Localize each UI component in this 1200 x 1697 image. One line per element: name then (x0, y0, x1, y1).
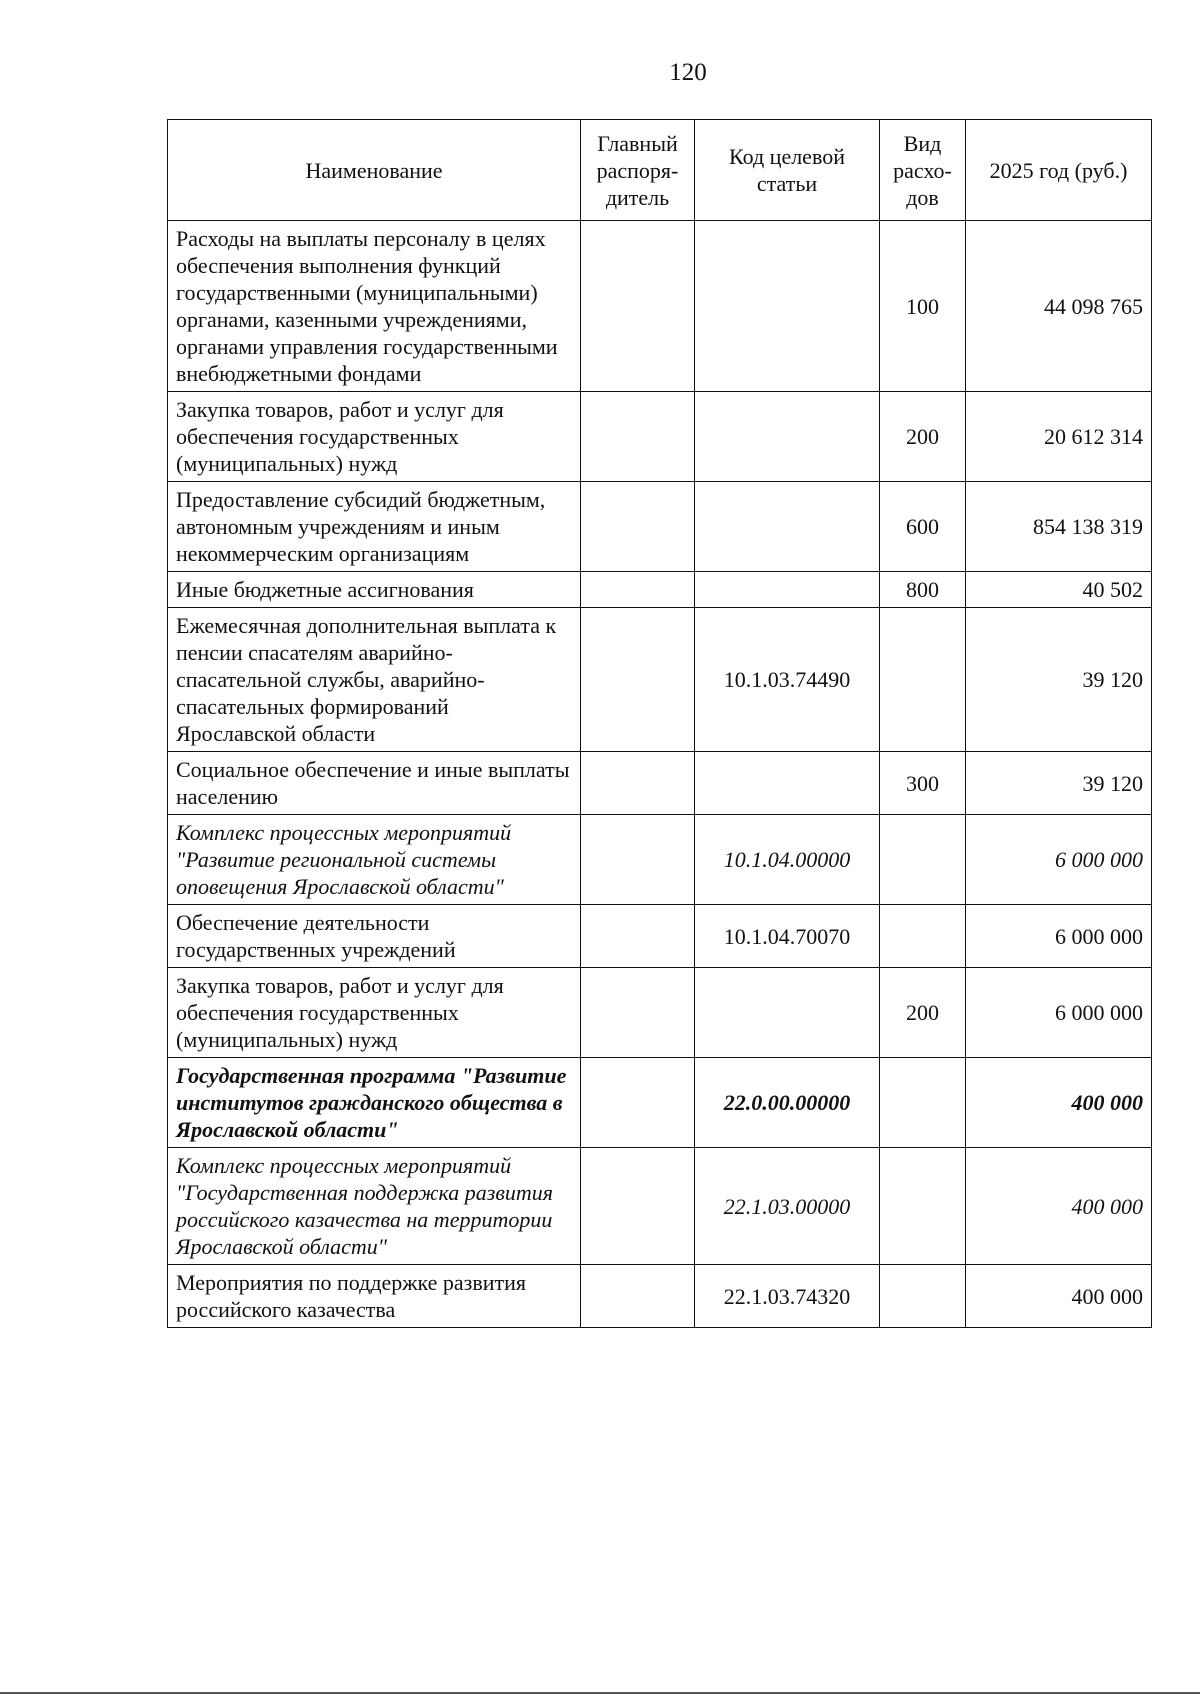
row-name: Комплекс процессных мероприятий "Государственная поддержка развития российского казачества на территории Ярославской области" (168, 1148, 581, 1265)
scan-edge-line (0, 1692, 1200, 1694)
row-kind: 100 (880, 221, 966, 392)
row-name: Предоставление субсидий бюджетным, автономным учреждениям и иным некоммерческим организациям (168, 482, 581, 572)
row-code (695, 572, 880, 608)
page-number: 120 (669, 59, 707, 86)
row-manager (581, 608, 695, 752)
row-kind (880, 1265, 966, 1328)
header-code: Код целевой статьи (695, 120, 880, 221)
table-row (168, 752, 1152, 815)
row-amount: 854 138 319 (966, 482, 1152, 572)
row-amount: 6 000 000 (966, 905, 1152, 968)
row-name: Мероприятия по поддержке развития российского казачества (168, 1265, 581, 1328)
header-amount: 2025 год (руб.) (966, 120, 1152, 221)
row-amount: 44 098 765 (966, 221, 1152, 392)
row-manager (581, 905, 695, 968)
row-code (695, 482, 880, 572)
table-row (168, 1058, 1152, 1148)
row-code (695, 968, 880, 1058)
row-kind (880, 1148, 966, 1265)
row-amount: 40 502 (966, 572, 1152, 608)
row-amount: 400 000 (966, 1058, 1152, 1148)
row-kind: 800 (880, 572, 966, 608)
row-manager (581, 392, 695, 482)
table-row (168, 815, 1152, 905)
row-manager (581, 968, 695, 1058)
row-name: Расходы на выплаты персоналу в целях обеспечения выполнения функций государственными (муниципальными) органами, казенными учреждениями, органами управления государственными внебюджетными фондами (168, 221, 581, 392)
row-code: 22.1.03.00000 (695, 1148, 880, 1265)
table-row (168, 1148, 1152, 1265)
row-code: 22.1.03.74320 (695, 1265, 880, 1328)
table-row (168, 1265, 1152, 1328)
header-name: Наименование (168, 120, 581, 221)
table-header-row (168, 120, 1152, 221)
row-name: Закупка товаров, работ и услуг для обеспечения государственных (муниципальных) нужд (168, 392, 581, 482)
row-amount: 6 000 000 (966, 815, 1152, 905)
row-kind (880, 905, 966, 968)
row-code: 10.1.03.74490 (695, 608, 880, 752)
table-body (168, 221, 1152, 1328)
row-kind: 600 (880, 482, 966, 572)
row-amount: 20 612 314 (966, 392, 1152, 482)
row-name: Иные бюджетные ассигнования (168, 572, 581, 608)
row-name: Социальное обеспечение и иные выплаты населению (168, 752, 581, 815)
header-kind: Вид расхо-дов (880, 120, 966, 221)
row-name: Ежемесячная дополнительная выплата к пенсии спасателям аварийно-спасательной службы, аварийно-спасательных формирований Ярославской области (168, 608, 581, 752)
row-kind: 200 (880, 392, 966, 482)
row-amount: 400 000 (966, 1265, 1152, 1328)
row-name: Обеспечение деятельности государственных учреждений (168, 905, 581, 968)
table-row (168, 905, 1152, 968)
row-code: 10.1.04.70070 (695, 905, 880, 968)
row-amount: 400 000 (966, 1148, 1152, 1265)
row-amount: 6 000 000 (966, 968, 1152, 1058)
table-row (168, 572, 1152, 608)
row-name: Закупка товаров, работ и услуг для обеспечения государственных (муниципальных) нужд (168, 968, 581, 1058)
row-manager (581, 221, 695, 392)
row-kind (880, 815, 966, 905)
table-row (168, 221, 1152, 392)
row-code: 10.1.04.00000 (695, 815, 880, 905)
row-amount: 39 120 (966, 608, 1152, 752)
row-kind: 300 (880, 752, 966, 815)
row-name: Комплекс процессных мероприятий "Развитие региональной системы оповещения Ярославской области" (168, 815, 581, 905)
table-row (168, 482, 1152, 572)
table-row (168, 392, 1152, 482)
row-code (695, 392, 880, 482)
row-code: 22.0.00.00000 (695, 1058, 880, 1148)
header-manager: Главный распоря-дитель (581, 120, 695, 221)
row-kind (880, 608, 966, 752)
row-kind (880, 1058, 966, 1148)
row-kind: 200 (880, 968, 966, 1058)
budget-table (167, 119, 1152, 1328)
row-manager (581, 815, 695, 905)
row-amount: 39 120 (966, 752, 1152, 815)
row-code (695, 221, 880, 392)
row-manager (581, 1148, 695, 1265)
row-name: Государственная программа "Развитие институтов гражданского общества в Ярославской области" (168, 1058, 581, 1148)
row-manager (581, 1265, 695, 1328)
row-manager (581, 752, 695, 815)
table-row (168, 608, 1152, 752)
row-manager (581, 482, 695, 572)
row-code (695, 752, 880, 815)
table-row (168, 968, 1152, 1058)
row-manager (581, 572, 695, 608)
row-manager (581, 1058, 695, 1148)
